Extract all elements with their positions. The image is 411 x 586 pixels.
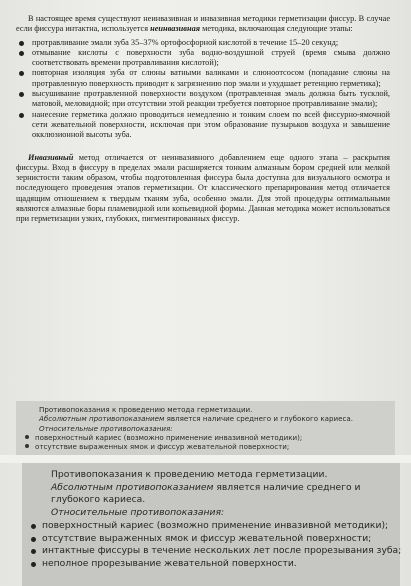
intro-text: В настоящее время существуют неинвазивная и инвазивная методики герметизации фиссур. В случае если фиссура интактна, используется <box>16 14 390 34</box>
contraindications-box-large <box>22 463 400 586</box>
item-text: неполное прорезывание жевательной поверхности. <box>42 557 297 569</box>
absolute-contraindication <box>25 414 387 423</box>
bullet-icon <box>31 549 36 554</box>
contraindications-box-small <box>16 401 395 455</box>
list-item <box>16 89 390 110</box>
list-item <box>16 38 390 48</box>
invasive-term: Инвазивный <box>28 152 74 162</box>
bullet-icon <box>19 92 24 97</box>
step-text: отмывание кислоты с поверхности зуба водно-воздушной струей (время смыва должно соответствовать времени протравливания кислотой); <box>32 47 390 68</box>
list-item <box>31 558 394 571</box>
step-text: повторная изоляция зуба от слюны ватными валиками и слюноотсосом (попадание слюны на протравленную поверхность приводит к загрязнению пор эмали и ухудшает ретенцию герметика); <box>32 68 390 88</box>
item-text: поверхностный кариес (возможно применение инвазивной методики); <box>35 432 303 442</box>
list-item <box>31 545 402 558</box>
bullet-icon <box>19 51 24 56</box>
bullet-icon <box>25 444 29 448</box>
list-item <box>25 433 387 442</box>
bullet-icon <box>31 562 36 567</box>
relative-title: Относительные противопоказания: <box>39 423 173 433</box>
invasive-text: метод отличается от неинвазивного добавлением еще одного этапа – раскрытия фиссуры. Вход в фиссуру в пределах эмали расширяется тонким алмазным бором средней или мелкой зернистости таким образом, чтобы подготовленная фиссура была доступна для визуального осмотра и последующего проведения этапов герметизации. От классического препарирования метод отличается щадящим отношением к твердым тканям зуба, особенно эмали. Для этой процедуры оптимальными являются алмазные боры пламевидной или копьевидной формы. Данная методика может использоваться при герметизации узких, глубоких, пигментированных фиссур. <box>16 152 390 224</box>
absolute-term: Абсолютным противопоказанием <box>51 481 214 493</box>
step-text: протравливание эмали зуба 35–37% ортофосфорной кислотой в течение 15–20 секунд; <box>32 37 339 47</box>
noninvasive-term: неинвазивная <box>150 24 201 34</box>
item-text: интактные фиссуры в течение нескольких лет после прорезывания зуба; <box>42 545 402 557</box>
item-text: отсутствие выраженных ямок и фиссур жевательной поверхности; <box>42 532 372 544</box>
list-item <box>31 533 394 546</box>
bullet-icon <box>19 113 24 118</box>
relative-title: Относительные противопоказания: <box>51 507 225 519</box>
list-item <box>16 68 390 89</box>
bullet-icon <box>19 71 24 76</box>
box-title: Противопоказания к проведению метода герметизации. <box>51 469 328 480</box>
list-item <box>16 110 390 141</box>
step-text: нанесение герметика должно проводиться немедленно и тонким слоем по всей фиссурно-ямочной сети жевательной поверхности, исключая при этом образование пузырьков воздуха и завышение окклюзионной высоты зуба. <box>32 109 390 140</box>
box-title: Противопоказания к проведению метода герметизации. <box>39 405 253 414</box>
intro-paragraph <box>16 14 390 35</box>
absolute-text: является наличие среднего и глубокого кариеса. <box>164 414 353 424</box>
main-text-block <box>16 14 390 225</box>
item-text: отсутствие выраженных ямок и фиссур жевательной поверхности; <box>35 442 290 452</box>
intro-tail: методика, включающая следующие этапы: <box>200 24 353 34</box>
step-text: высушивание протравленной поверхности воздухом (протравленная эмаль должна быть тусклой, матовой, меловидной; при отсутствии этой реакции требуется повторное протравливание эмали); <box>32 89 390 109</box>
relative-list <box>25 433 387 452</box>
relative-list <box>31 519 402 571</box>
list-item <box>25 442 387 451</box>
list-item <box>16 48 390 69</box>
page-gap <box>0 455 411 463</box>
absolute-text: является наличие среднего и глубокого кариеса. <box>51 481 361 506</box>
steps-list <box>16 38 390 141</box>
bullet-icon <box>25 435 29 439</box>
item-text: поверхностный кариес (возможно применение инвазивной методики); <box>42 519 389 531</box>
bullet-icon <box>19 41 24 46</box>
absolute-contraindication <box>31 482 394 507</box>
absolute-term: Абсолютным противопоказанием <box>39 414 165 424</box>
list-item <box>31 520 394 533</box>
invasive-paragraph <box>16 153 390 225</box>
bullet-icon <box>31 537 36 542</box>
bullet-icon <box>31 524 36 529</box>
